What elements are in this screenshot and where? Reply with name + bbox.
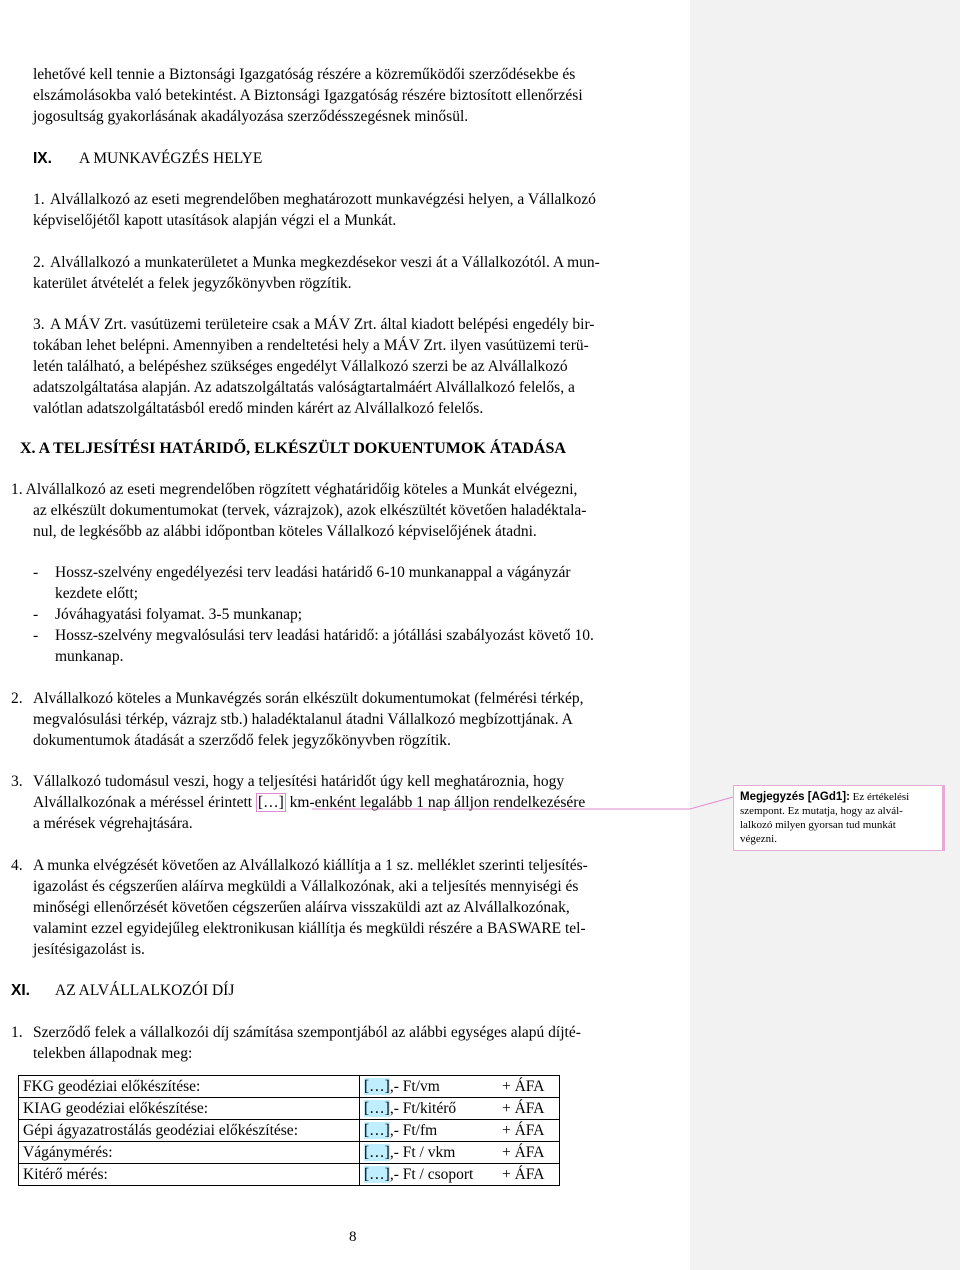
bullet-line: Hossz-szelvény engedélyezési terv leadási határidő 6-10 munkanappal a vágányzár: [55, 564, 571, 581]
bullet-line: kezdete előtt;: [55, 585, 139, 602]
paragraph-line: minőségi ellenőrzését követően cégszerűen aláírva visszaküldi azt az Alvállalkozónak,: [33, 899, 570, 916]
paragraph-line: [33, 792, 585, 813]
paragraph-line: jesítésigazolást is.: [33, 941, 145, 958]
paragraph-line: A MÁV Zrt. vasútüzemi területeire csak a MÁV Zrt. által kiadott belépési engedély bir-: [50, 316, 595, 333]
fee-item: FKG geodéziai előkészítése:: [19, 1076, 360, 1098]
fee-unit: ,- Ft / csoport: [389, 1166, 474, 1183]
page-number: 8: [349, 1229, 357, 1245]
paragraph-line: igazolást és cégszerűen aláírva megküldi a Vállalkozónak, aki a teljesítés mennyiségi és: [33, 878, 579, 895]
section-11-title: AZ ALVÁLLALKOZÓI DÍJ: [55, 982, 235, 999]
item-number: 3.: [33, 316, 45, 333]
paragraph-text: km-enként legalább 1 nap álljon rendelkezésére: [285, 794, 586, 811]
item-number: 2.: [33, 254, 45, 271]
table-row: [19, 1120, 560, 1142]
fee-unit: ,- Ft/vm: [389, 1078, 440, 1095]
fee-vat: + ÁFA: [498, 1076, 560, 1098]
amount-placeholder[interactable]: […]: [364, 1144, 390, 1161]
fee-vat: + ÁFA: [498, 1120, 560, 1142]
paragraph-line: nul, de legkésőbb az alábbi időpontban köteles Vállalkozó képviselőjének átadni.: [33, 523, 537, 540]
table-row: [19, 1098, 560, 1120]
fee-item: KIAG geodéziai előkészítése:: [19, 1098, 360, 1120]
fee-table: [18, 1075, 560, 1186]
section-11-heading: [11, 980, 30, 1001]
bullet-line: munkanap.: [55, 648, 124, 665]
paragraph-line: Szerződő felek a vállalkozói díj számítása szempontjából az alábbi egységes alapú díjté-: [33, 1024, 581, 1041]
paragraph-line: képviselőjétől kapott utasítások alapján végzi el a Munkát.: [33, 212, 397, 229]
paragraph-line: az elkészült dokumentumokat (tervek, vázrajzok), azok elkészültét követően haladéktala-: [33, 502, 587, 519]
paragraph-line: Alvállalkozó a munkaterületet a Munka megkezdésekor veszi át a Vállalkozótól. A mun-: [50, 254, 600, 271]
section-10-heading: X. A TELJESÍTÉSI HATÁRIDŐ, ELKÉSZÜLT DOKUENTUMOK ÁTADÁSA: [20, 440, 566, 457]
section-9-title: A MUNKAVÉGZÉS HELYE: [79, 150, 263, 167]
fee-rate: [360, 1076, 499, 1098]
paragraph-line: tokában lehet belépni. Amennyiben a rendeltetési hely a MÁV Zrt. ilyen vasútüzemi terü-: [33, 337, 589, 354]
bullet-dash: -: [33, 627, 39, 644]
amount-placeholder[interactable]: […]: [364, 1122, 390, 1139]
paragraph-text: Alvállalkozónak a méréssel érintett: [33, 794, 256, 811]
fee-vat: + ÁFA: [498, 1164, 560, 1186]
paragraph-line: valamint ezzel egyidejűleg elektronikusan kiállítja és megküldi részére a BASWARE tel-: [33, 920, 586, 937]
comment-text: lalkozó milyen gyorsan tud munkát: [740, 819, 896, 831]
table-row: [19, 1142, 560, 1164]
paragraph-line: adatszolgáltatása alapján. Az adatszolgáltatás valóságtartalmáért Alvállalkozó felelős, a: [33, 379, 575, 396]
item-number: 1.: [33, 191, 45, 208]
table-row: [19, 1076, 560, 1098]
paragraph-line: Alvállalkozó köteles a Munkavégzés során elkészült dokumentumokat (felmérési térkép,: [33, 690, 584, 707]
commented-placeholder[interactable]: […]: [257, 794, 284, 811]
item-number: 4.: [11, 857, 23, 874]
paragraph-line: katerület átvételét a felek jegyzőkönyvben rögzítik.: [33, 275, 352, 292]
fee-rate: [360, 1098, 499, 1120]
paragraph-line: valótlan adatszolgáltatásból eredő minden kárért az Alvállalkozó felelős.: [33, 400, 484, 417]
comment-text: Ez értékelési: [849, 791, 910, 803]
comment-text: végezni.: [740, 833, 777, 845]
section-number: IX.: [33, 150, 52, 167]
fee-rate: [360, 1142, 499, 1164]
fee-item: Gépi ágyazatrostálás geodéziai előkészítése:: [19, 1120, 360, 1142]
paragraph-line: 1. Alvállalkozó az eseti megrendelőben rögzített véghatáridőig köteles a Munkát elvégezni,: [11, 481, 578, 498]
intro-line: elszámolásokba való betekintést. A Biztonsági Igazgatóság részére biztosított ellenőrzési: [33, 87, 583, 104]
fee-vat: + ÁFA: [498, 1098, 560, 1120]
bullet-dash: -: [33, 606, 39, 623]
intro-line: lehetővé kell tennie a Biztonsági Igazgatóság részére a közreműködői szerződésekbe és: [33, 66, 576, 83]
fee-rate: [360, 1164, 499, 1186]
item-number: 3.: [11, 773, 23, 790]
fee-unit: ,- Ft/kitérő: [389, 1100, 457, 1117]
item-number: 1.: [11, 1024, 23, 1041]
fee-item: Kitérő mérés:: [19, 1164, 360, 1186]
section-number: XI.: [11, 982, 30, 999]
paragraph-line: megvalósulási térkép, vázrajz stb.) haladéktalanul átadni Vállalkozó megbízottjának. A: [33, 711, 573, 728]
fee-vat: + ÁFA: [498, 1142, 560, 1164]
paragraph-line: Vállalkozó tudomásul veszi, hogy a teljesítési határidőt úgy kell meghatároznia, hogy: [33, 773, 565, 790]
fee-item: Vágánymérés:: [19, 1142, 360, 1164]
item-number: 2.: [11, 690, 23, 707]
paragraph-line: telekben állapodnak meg:: [33, 1045, 193, 1062]
amount-placeholder[interactable]: […]: [364, 1166, 390, 1183]
comment-margin: [690, 0, 960, 1270]
bullet-dash: -: [33, 564, 39, 581]
amount-placeholder[interactable]: […]: [364, 1078, 390, 1095]
table-row: [19, 1164, 560, 1186]
paragraph-line: A munka elvégzését követően az Alvállalkozó kiállítja a 1 sz. melléklet szerinti teljesítés-: [33, 857, 588, 874]
fee-unit: ,- Ft / vkm: [389, 1144, 456, 1161]
intro-line: jogosultság gyakorlásának akadályozása szerződésszegésnek minősül.: [33, 108, 469, 125]
bullet-line: Jóváhagyatási folyamat. 3-5 munkanap;: [55, 606, 303, 623]
paragraph-line: a mérések végrehajtására.: [33, 815, 193, 832]
comment-balloon[interactable]: [733, 785, 945, 851]
fee-rate: [360, 1120, 499, 1142]
paragraph-line: dokumentumok átadását a szerződő felek jegyzőkönyvben rögzítik.: [33, 732, 451, 749]
paragraph-line: letén található, a belépéshez szükséges engedélyt Vállalkozó szerzi be az Alvállalkozó: [33, 358, 568, 375]
amount-placeholder[interactable]: […]: [364, 1100, 390, 1117]
section-9-heading: [33, 148, 52, 169]
comment-text: szempont. Ez mutatja, hogy az alvál-: [740, 805, 903, 817]
comment-label: Megjegyzés [AGd1]:: [740, 791, 850, 803]
bullet-line: Hossz-szelvény megvalósulási terv leadási határidő: a jótállási szabályozást követő 10.: [55, 627, 594, 644]
paragraph-line: Alvállalkozó az eseti megrendelőben meghatározott munkavégzési helyen, a Vállalkozó: [50, 191, 596, 208]
fee-unit: ,- Ft/fm: [389, 1122, 438, 1139]
